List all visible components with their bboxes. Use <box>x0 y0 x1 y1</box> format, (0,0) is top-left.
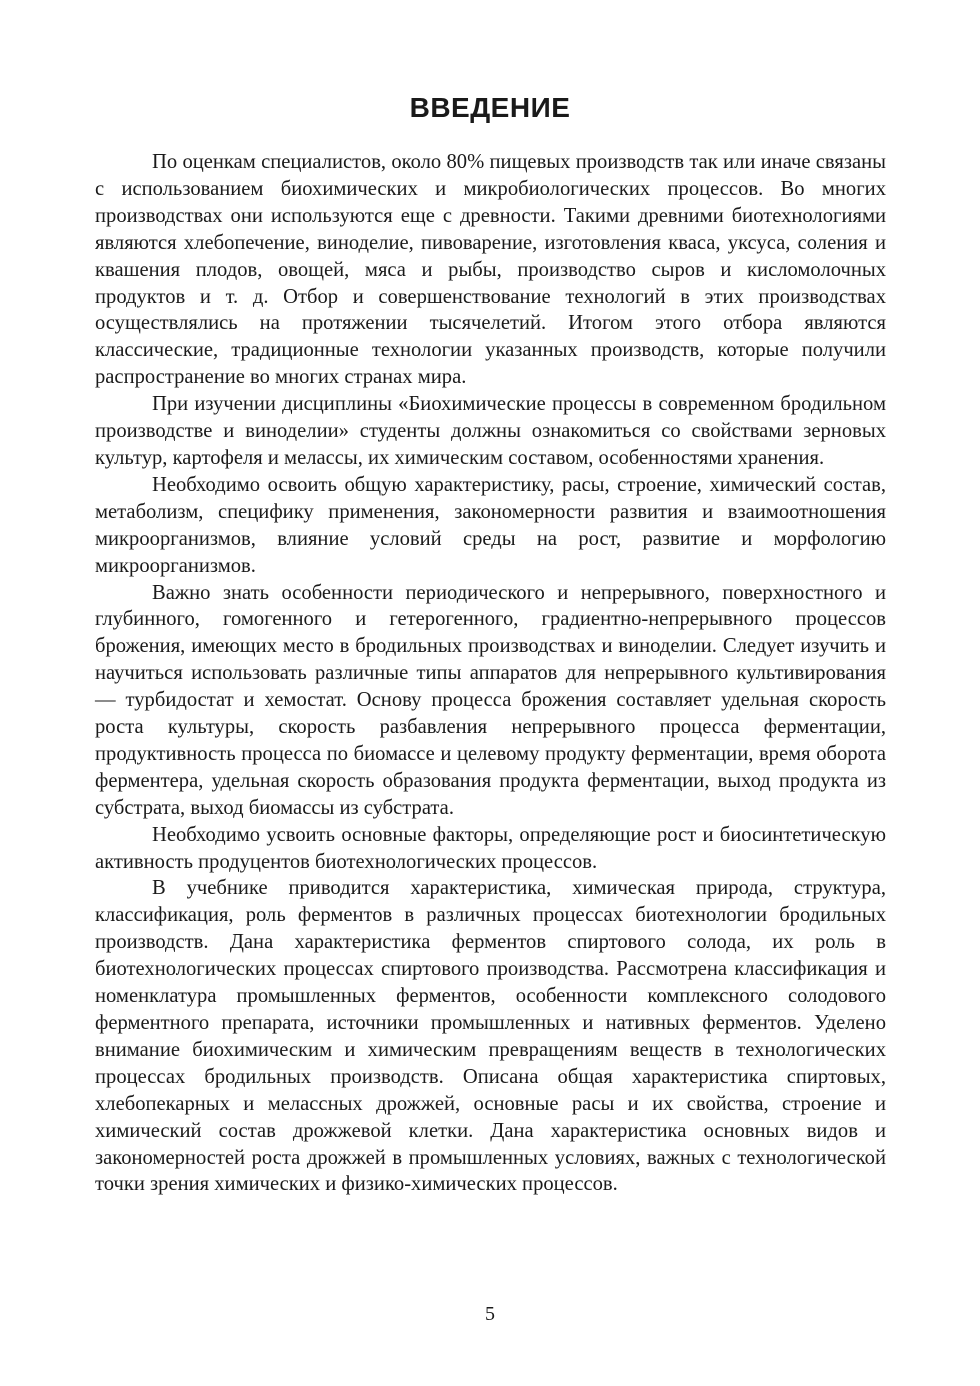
paragraph-5: Необходимо усвоить основные факторы, определяющие рост и биосинтетическую активность продуцентов биотехнологических процессов. <box>95 823 886 873</box>
paragraph-2: При изучении дисциплины «Биохимические процессы в современном бродильном производстве и виноделии» студенты должны ознакомиться со свойствами зерновых культур, картофеля и мелассы, их химическим составом, особенностями хранения. <box>95 393 886 469</box>
paragraph-3: Необходимо освоить общую характеристику, расы, строение, химический состав, метаболизм, специфику применения, закономерности развития и взаимоотношения микроорганизмов, влияние условий среды на рост, развитие и морфологию микроорганизмов. <box>95 473 886 577</box>
page-number: 5 <box>485 1303 495 1325</box>
body-text <box>95 149 886 1198</box>
paragraph-4: Важно знать особенности периодического и непрерывного, поверхностного и глубинного, гомогенного и гетерогенного, градиентно-непрерывного процессов брожения, имеющих место в бродильных производствах и виноделии. Следует изучить и научиться использовать различные типы аппаратов для непрерывного культивирования — турбидостат и хемостат. Основу процесса брожения составляет удельная скорость роста культуры, скорость разбавления непрерывного процесса ферментации, продуктивность процесса по биомассе и целевому продукту ферментации, время оборота ферментера, удельная скорость образования продукта ферментации, выход продукта из субстрата, выход биомассы из субстрата. <box>95 581 886 819</box>
page-title: ВВЕДЕНИЕ <box>409 92 571 123</box>
paragraph-1: По оценкам специалистов, около 80% пищевых производств так или иначе связаны с использованием биохимических и микробиологических процессов. Во многих производствах они используются еще с древности. Такими древними биотехнологиями являются хлебопечение, виноделие, пивоварение, изготовления кваса, уксуса, соления и квашения плодов, овощей, мяса и рыбы, производство сыров и кисломолочных продуктов и т. д. Отбор и совершенствование технологий в этих производствах осуществлялись на протяжении тысячелетий. Итогом этого отбора являются классические, традиционные технологии указанных производств, которые получили распространение во многих странах мира. <box>95 151 886 389</box>
paragraph-6: В учебнике приводится характеристика, химическая природа, структура, классификация, роль ферментов в различных процессах биотехнологии бродильных производств. Дана характеристика ферментов спиртового солода, их роль в биотехнологических процессах спиртового производства. Рассмотрена классификация и номенклатура промышленных ферментов, особенности комплексного солодового ферментного препарата, источники промышленных и нативных ферментов. Уделено внимание биохимическим и химическим превращениям веществ в технологических процессах бродильных производств. Описана общая характеристика спиртовых, хлебопекарных и мелассных дрожжей, основные расы и их свойства, строение и химический состав дрожжевой клетки. Дана характеристика основных видов и закономерностей роста дрожжей в промышленных условиях, важных с технологической точки зрения химических и физико-химических процессов. <box>95 877 886 1196</box>
